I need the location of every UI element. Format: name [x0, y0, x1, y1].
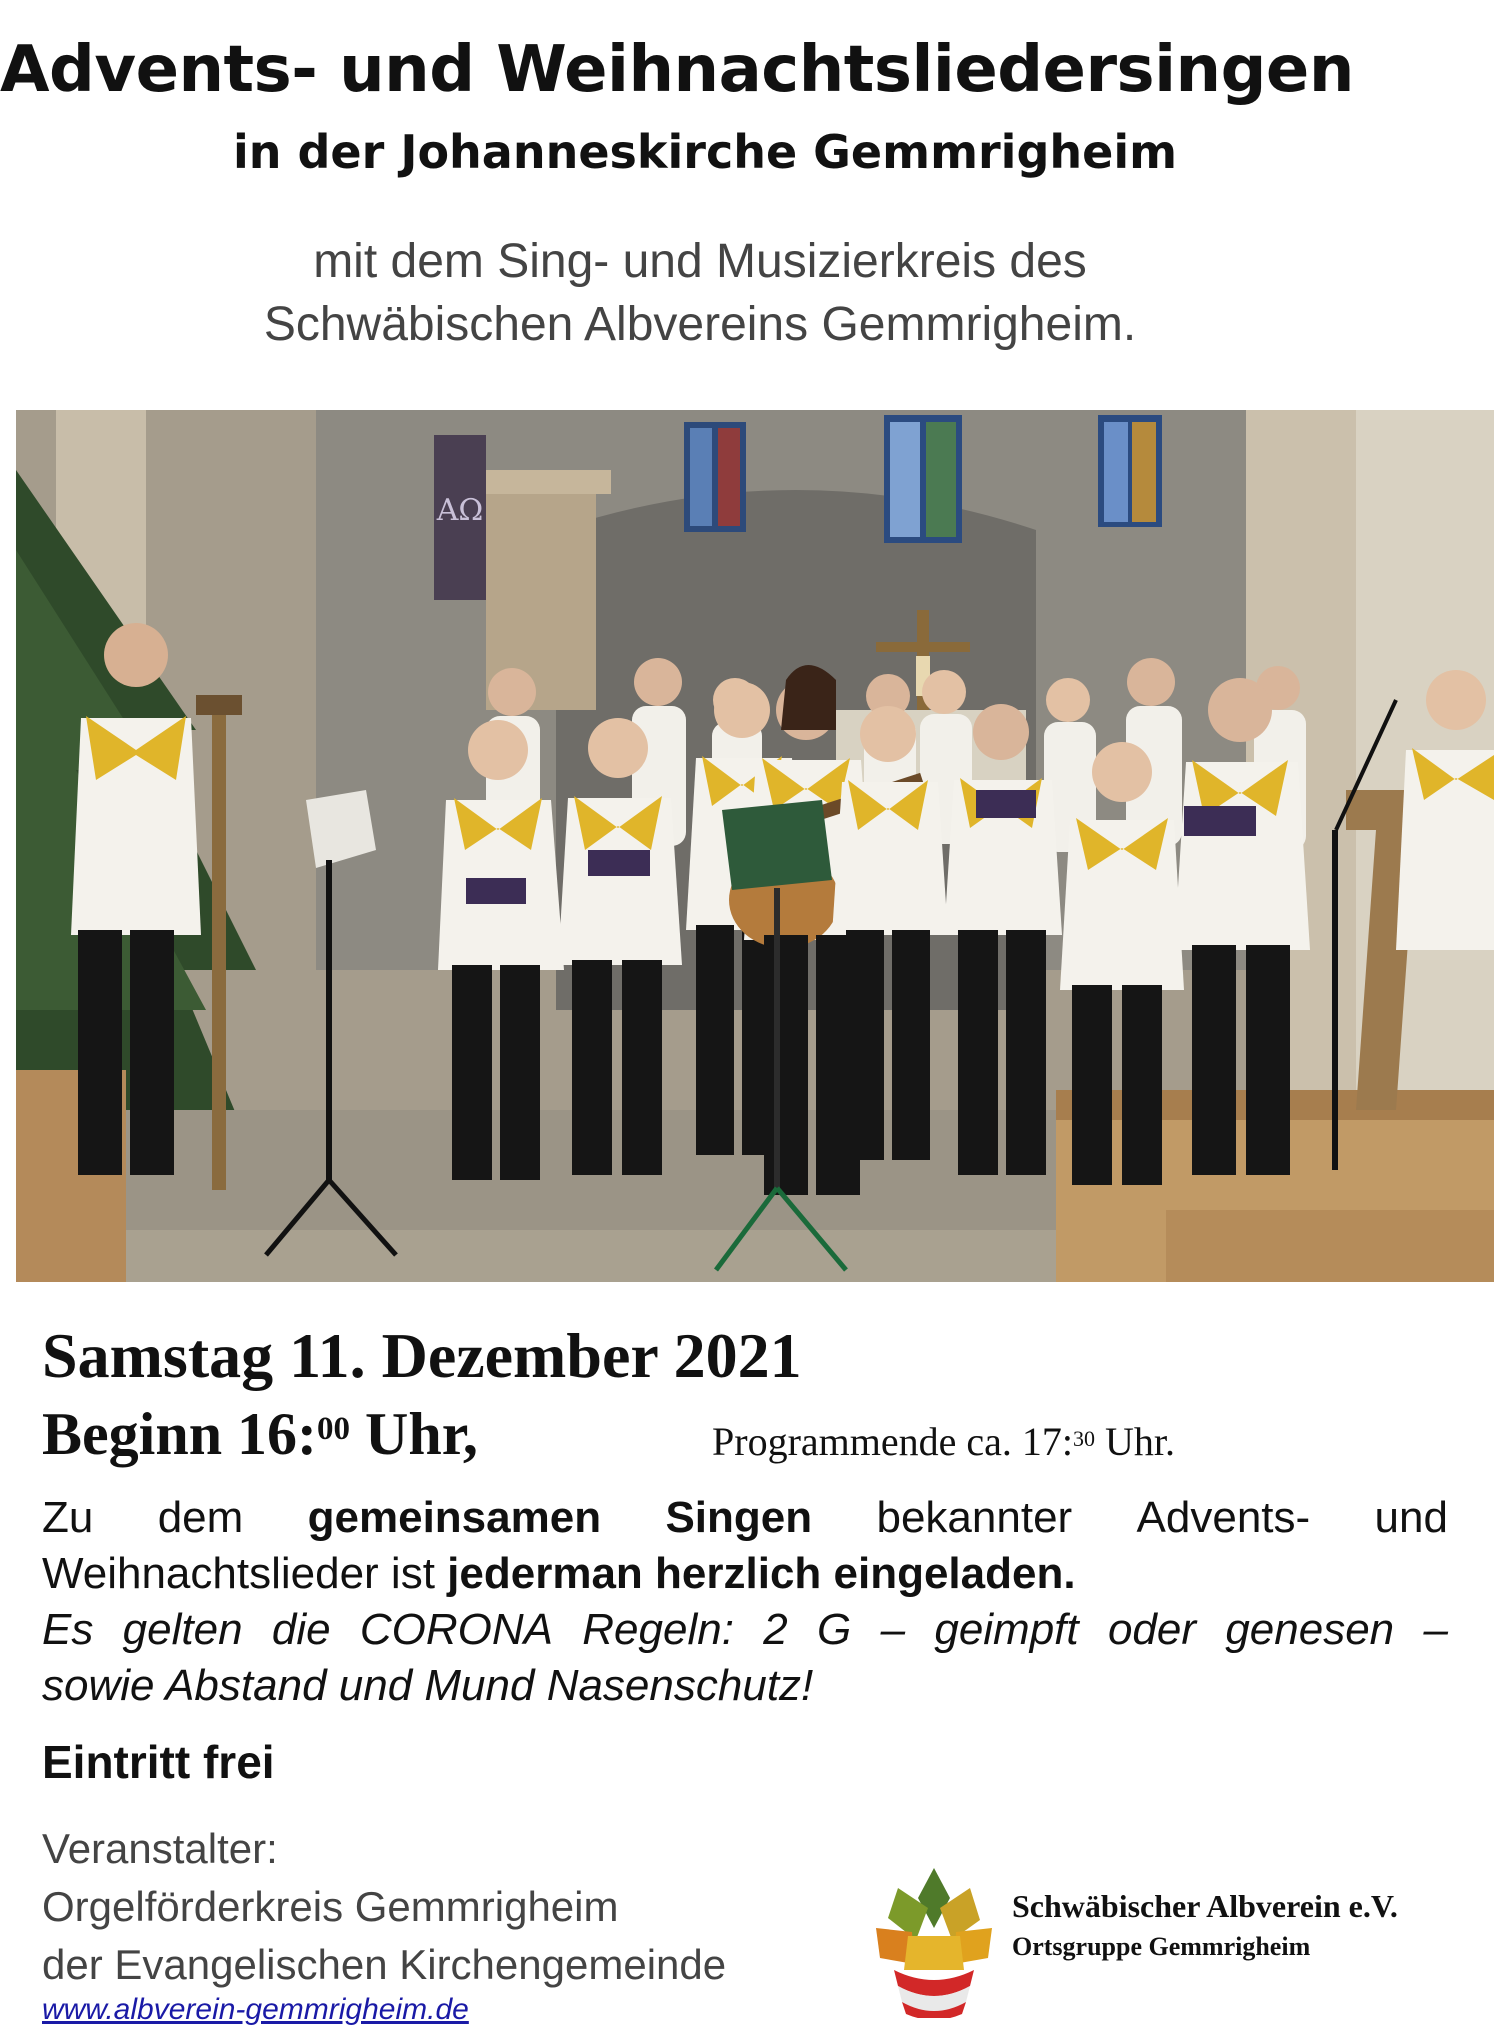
word: CORONA [359, 1605, 553, 1654]
event-date: Samstag 11. Dezember 2021 [42, 1320, 802, 1391]
intro-line-2: Schwäbischen Albvereins Gemmrigheim. [263, 298, 1137, 351]
word: dem [157, 1493, 244, 1542]
choir-photo [16, 410, 1494, 1282]
corona-rules-line-1 [42, 1602, 1448, 1658]
corona-rules-line-2: sowie Abstand und Mund Nasenschutz! [42, 1661, 814, 1710]
end-minutes: 30 [1073, 1425, 1095, 1451]
word-bold: gemeinsamen [307, 1493, 602, 1542]
organizer-line-2: der Evangelischen Kirchengemeinde [42, 1941, 727, 1988]
website-link[interactable]: www.albverein-gemmrigheim.de [42, 1993, 469, 2026]
word: oder [1107, 1605, 1197, 1654]
organizer-block [42, 1820, 726, 1994]
begin-suffix: Uhr, [350, 1401, 478, 1467]
end-suffix: Uhr. [1095, 1419, 1175, 1464]
word: Zu [42, 1493, 94, 1542]
word: gelten [122, 1605, 243, 1654]
intro-line-1: mit dem Sing- und Musizierkreis des [313, 235, 1087, 288]
word: bekannter [876, 1493, 1073, 1542]
club-local-group: Ortsgruppe Gemmrigheim [1012, 1932, 1311, 1961]
begin-minutes: 00 [317, 1411, 351, 1448]
end-prefix: Programmende ca. 17: [712, 1419, 1073, 1464]
program-end-time [712, 1412, 1175, 1472]
begin-prefix: Beginn 16: [42, 1401, 318, 1467]
word: Regeln: [582, 1605, 734, 1654]
word: 2 [763, 1605, 788, 1654]
word: genesen [1225, 1605, 1395, 1654]
organizer-label: Veranstalter: [42, 1825, 278, 1872]
word: die [271, 1605, 331, 1654]
word-bold: Singen [665, 1493, 813, 1542]
invitation-line-1 [42, 1490, 1448, 1546]
invitation-paragraph [42, 1490, 1448, 1714]
alpha-omega-banner: AΩ [436, 493, 484, 528]
word: und [1374, 1493, 1448, 1542]
albverein-leaf-logo-icon [868, 1858, 1000, 2018]
word: Advents- [1136, 1493, 1311, 1542]
organizer-line-1: Orgelförderkreis Gemmrigheim [42, 1883, 619, 1930]
event-begin-time [42, 1398, 478, 1470]
club-name: Schwäbischer Albverein e.V. [1012, 1888, 1398, 1924]
word: – [1423, 1605, 1448, 1654]
invitation-plain-text: Weihnachtslieder ist [42, 1549, 448, 1598]
invitation-bold-text: jederman herzlich eingeladen. [447, 1549, 1076, 1598]
word: geimpft [934, 1605, 1079, 1654]
admission-note: Eintritt frei [42, 1736, 275, 1788]
word: G [817, 1605, 852, 1654]
invitation-line-2 [42, 1546, 1448, 1602]
poster-subtitle: in der Johanneskirche Gemmrigheim [232, 125, 1178, 179]
word: – [880, 1605, 906, 1654]
poster-title: Advents- und Weihnachtsliedersingen [0, 33, 1354, 107]
word: Es [42, 1605, 94, 1654]
